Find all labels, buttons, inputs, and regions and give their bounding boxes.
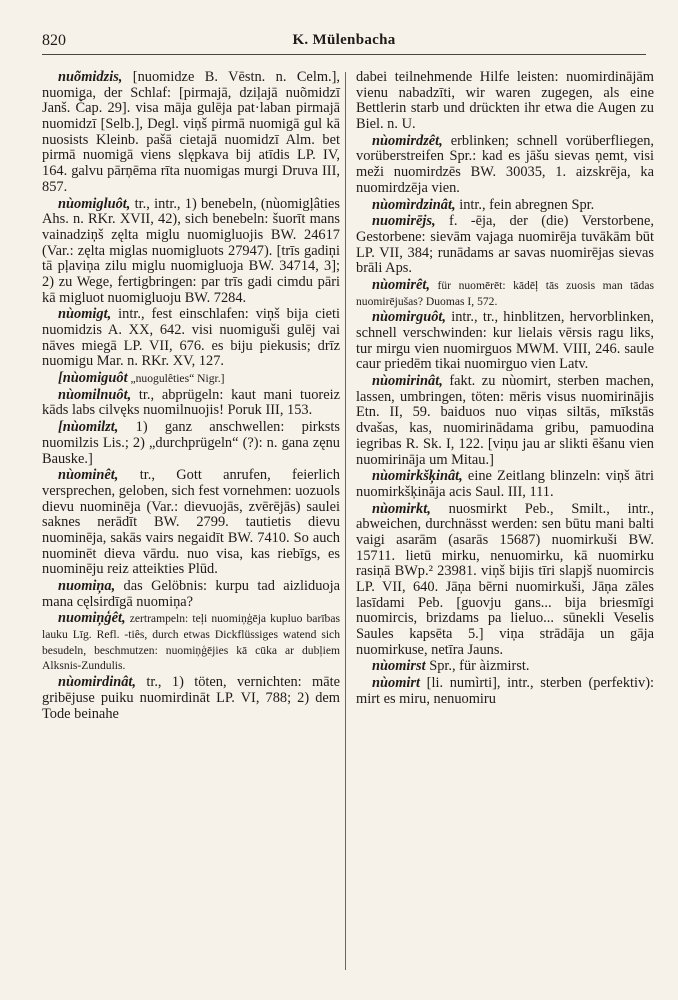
dictionary-entry [42,611,340,674]
dictionary-entry [356,676,654,707]
entry-headword: [nùomilzt, [58,419,119,436]
entry-definition: für nuomērēt: kādēļ tās zuosis man tādas nuomirējušas? Duomas I, 572. [356,278,654,308]
entry-definition: [nuomidze B. Vēstn. n. Celm.], nuomiga, der Schlaf: [pirmajā, dziļajā nuõmidzī Janš. Čap. 29]. visa māja gulēja pat·laban pirmajā nuomidzī [Selb.], Degl. viņš pirmā nuomigā gul kā nuosists Kleinb. pašā cietajā nuomidzī Alm. bet pirmā nuomigā viens slępkava bij atīdis LP. IV, 164. galvu pārņēma rīta nuomigas murgi Druva III, 857. [42,69,340,195]
entry-definition: 1) ganz anschwellen: pirksts nuomilzis Lis.; 2) „durchprügeln“ (?): n. gana zęnu Bauske.] [42,419,340,467]
entry-definition: tr., 1) töten, vernichten: māte gribējuse puiku nuomirdināt LP. VI, 788; 2) dem Tode beinahe [42,674,340,722]
entry-definition: intr., fein abregnen Spr. [455,196,595,213]
entry-headword: nuomirējs, [372,213,436,230]
entry-definition: fakt. zu nùomirt, sterben machen, lassen, umbringen, töten: mēris visus nuomirinājis Etn. II, 59. baiduos nuo viņas siltās, mīkstās dvašas, kas, nuomirinādama gribu, pamuodina iegribas R. Sk. I, 122. [viņu jau ar slikti ēšanu vien nuomirināja um Mitau.] [356,373,654,468]
entry-headword: nùomirt [372,675,420,692]
entry-headword: nùomirdzêt, [372,132,443,149]
entry-definition: intr., tr., hinblitzen, hervorblinken, schnell verschwinden: kur lielais vērsis ragu liks, tur mirgu vien nuomirguos MWM. VIII, 246. saule caur priedēm tikai nuomirguo vien Latv. [356,309,654,373]
entry-headword: nùomirguôt, [372,309,446,326]
dictionary-entry [356,659,654,675]
entry-headword: nùomigluôt, [58,195,131,212]
entry-headword: nùomirinât, [372,373,443,390]
right-column [356,70,654,709]
entry-headword: nùomìrdzinât, [372,196,456,213]
column-divider [345,72,346,970]
entry-definition: tr., abprügeln: kaut mani tuoreiz kāds labs cilvęks nuomilnuojis! Poruk III, 153. [42,386,340,419]
dictionary-entry [356,70,654,133]
entry-headword: nùomirkšķinât, [372,468,463,485]
entry-definition: tr., intr., 1) benebeln, (nùomigļâties Ahs. n. RKr. XVII, 42), sich benebeln: šuorīt mans vainadziņš zęlta miglu nuomigluojis BW. 24617 (Var.: zęlta miglas nuomigluots 27947). [trīs gadiņi tā pļaviņa zilu miglu nuomigluoja BW. 34714, 3]; 2) zu Wege, fertigbringen: par trīs gadi cimdu pāri kā migluot nuomigluoju BW. 7284. [42,195,340,306]
dictionary-entry [42,420,340,467]
entry-headword: nùomirst [372,658,426,675]
entry-definition: intr., fest einschlafen: viņš bija cieti nuomidzis A. XX, 642. visi nuomiguši gulēj vai nāves miegā LP. VII, 676. es biju piekusis; drīz nuomigu Mar. n. RKr. XV, 127. [42,306,340,370]
entry-definition: das Gelöbnis: kurpu tad aizliduoja mana cęlsirdīgā nuomiņa? [42,578,340,610]
dictionary-entry [42,675,340,722]
dictionary-entry [42,468,340,578]
dictionary-entry [356,198,654,214]
dictionary-entry [42,388,340,419]
entry-headword: nuõmidzis, [58,69,123,85]
entry-headword: nùomirdinât, [58,674,136,691]
dictionary-entry [42,579,340,610]
dictionary-entry [42,70,340,196]
entry-definition: „nuogulêties“ Nigr.] [127,372,225,386]
entry-headword: nùomilnuôt, [58,386,132,403]
entry-definition: [li. numìrti], intr., sterben (perfektiv): mirt es miru, nenuomiru [356,675,654,707]
entry-definition: dabei teilnehmende Hilfe leisten: nuomirdinājām vienu nabadzīti, wir waren zugegen, als eine Bettlerin starb und drückten ihr etwa die Augen zu Biel. n. U. [356,69,654,133]
entry-headword: nùominêt, [58,467,119,484]
dictionary-entry [42,371,340,387]
running-head: K. Mülenbacha [292,32,396,48]
entry-definition: f. -ēja, der (die) Verstorbene, Gestorbene: sievām vajaga nuomirēja tuvākām būt LP. VII, 384; runādams ar savas nuomirējas sievas brāli Aps. [356,213,654,277]
dictionary-entry [42,307,340,370]
entry-definition: eine Zeitlang blinzeln: viņš ātri nuomirkšķināja acis Saul. III, 111. [356,468,654,500]
entry-definition: nuosmirkt Peb., Smilt., intr., abweichen, durchnässt werden: sen būtu mani balti vaigi asarām (asarās 15687) nuomirkuši BW. 15711. lietū mirku, nenuomirku, kā nuomirku rasiņā BWp.² 23981. viņš bijis tīri slapjš nuomircis LP. VII, 640. Jāņa bērni nuomirkuši, Jāņa zāles lasīdami Peb. [guovju gans... bija briesmīgi nuomircis, brizdams pa lieluo... sūnekli Veselis Saules kapsēta 5.] viņa strādāja un gāja nuomirkuse, netīra Jauns. [356,500,654,658]
entry-headword: nùomirêt, [372,276,430,293]
page-number: 820 [42,32,66,49]
dictionary-entry [356,214,654,277]
dictionary-entry [356,134,654,197]
entry-headword: nuomiņa, [58,578,116,594]
entry-definition: tr., Gott anrufen, feierlich versprechen, geloben, sich fest vornehmen: uozuols dievu nuominēja (Var.: dievuojās, zvērējās) saulei saknes nerādīt BW. 2799. tautietis dievu nuominēja, sakās vairs negaidīt BW. 7410. So auch nuominēt dieva vārdu. nuo visa, kas riebīgs, es nuominēju reiz atteikties Plūd. [42,467,340,578]
dictionary-entry [356,374,654,468]
entry-definition: Spr., für àizmirst. [425,658,530,675]
dictionary-entry [356,469,654,500]
entry-definition: zertrampeln: teļi nuomiņģēja kupluo barības lauku Līg. Refl. -tiês, durch etwas Dickflüssiges watend sich besudeln, beschmutzen: nuomiņģējies kā cūka ar dubļiem Alksnis-Zundulis. [42,612,340,673]
entry-headword: [nùomiguôt [58,370,128,387]
dictionary-entry [42,197,340,307]
left-column [42,70,340,723]
entry-headword: nùomirkt, [372,500,431,517]
entry-definition: erblinken; schnell vorüberfliegen, vorüberstreifen Spr.: kad es jāšu sievas ņemt, visi meži nuomirdzēs BW. 30035, 1. aizskrēja, ka nuomirdzēja vien. [356,132,654,196]
dictionary-entry [356,502,654,659]
dictionary-entry [356,278,654,309]
entry-headword: nuomiņģêt, [58,610,126,627]
dictionary-entry [356,310,654,373]
page-header [42,28,646,55]
entry-headword: nùomigt, [58,306,112,323]
